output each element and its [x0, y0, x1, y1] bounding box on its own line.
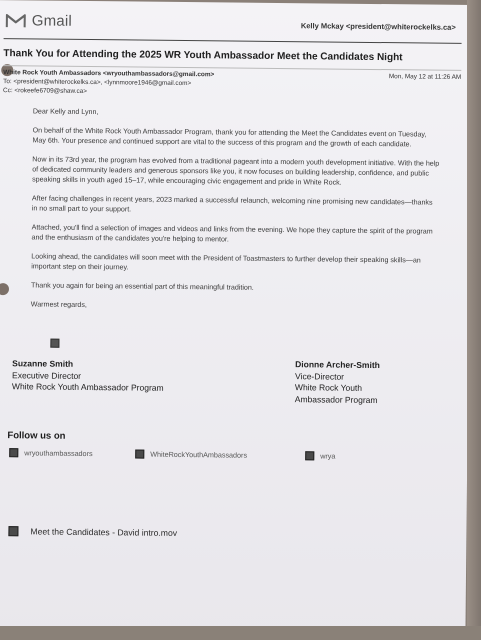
- account-label: Kelly Mckay <president@whiterockelks.ca>: [300, 21, 456, 32]
- email-body: [31, 106, 441, 322]
- body-paragraph: On behalf of the White Rock Youth Ambassador Program, thank you for attending the Meet the Candidates event on Tuesday, May 6th. Your presence and continued support are vital to the success of this program and the growth of each candidate.: [32, 126, 427, 149]
- background-surface: [0, 626, 481, 640]
- body-paragraph: Thank you again for being an essential part of this meaningful tradition.: [30, 281, 254, 292]
- social-link-label: wryouthambassadors: [24, 448, 93, 459]
- app-name: Gmail: [31, 12, 73, 30]
- signature-name: Suzanne Smith: [12, 358, 74, 369]
- social-link-label: WhiteRockYouthAmbassadors: [150, 449, 248, 460]
- social-link[interactable]: [305, 451, 335, 460]
- body-paragraph: Now in its 73rd year, the program has evolved from a traditional pageant into a modern youth development initiative. With the help of dedicated community leaders and generous sponsors like you, it now focuses on building leadership, confidence, and public speaking skills in youth aged 15–17, while encouraging civic engagement and pride in White Rock.: [32, 155, 440, 187]
- broken-image-icon: [50, 339, 59, 348]
- attachment-filename: Meet the Candidates - David intro.mov: [30, 526, 178, 538]
- signature-title: Executive Director: [12, 369, 82, 381]
- gmail-header: [6, 10, 466, 39]
- social-link[interactable]: [135, 450, 247, 460]
- follow-heading: Follow us on: [7, 430, 66, 442]
- closing: Warmest regards,: [30, 300, 87, 309]
- background-surface: [467, 0, 481, 640]
- attachment-item[interactable]: [8, 526, 177, 538]
- body-paragraph: After facing challenges in recent years, 2023 marked a successful relaunch, welcoming nine promising new candidates—thanks in no small part to your support.: [31, 194, 433, 214]
- signature-right: [295, 359, 380, 406]
- broken-image-icon: [8, 526, 18, 536]
- body-paragraph: Attached, you'll find a selection of images and videos and links from the evening. We hope they capture the spirit of the program and the enthusiasm of the candidates you're helping to mentor.: [31, 223, 433, 244]
- signature-org: White Rock Youth Ambassador Program: [11, 381, 164, 393]
- social-link[interactable]: [9, 448, 92, 458]
- broken-image-icon: [135, 450, 144, 459]
- broken-image-icon: [305, 451, 314, 460]
- recipients-to: To: <president@whiterockelks.ca>, <lynnmoore1946@gmail.com>: [3, 78, 192, 88]
- signature-title: Vice-Director: [295, 370, 345, 382]
- subject-bar: [3, 38, 461, 64]
- signature-org-line: Ambassador Program: [294, 393, 378, 405]
- signature-org-line: White Rock Youth: [294, 382, 363, 393]
- binder-hole: [0, 283, 9, 295]
- gmail-m-icon: [6, 13, 26, 28]
- gmail-logo: [6, 12, 72, 30]
- social-links: [9, 448, 449, 461]
- email-subject: Thank You for Attending the 2025 WR Youth Ambassador Meet the Candidates Night: [3, 48, 403, 64]
- email-meta: [3, 68, 461, 100]
- broken-image-icon: [9, 448, 18, 457]
- recipients-cc: Cc: <rokeefe6709@shaw.ca>: [3, 87, 88, 95]
- greeting: Dear Kelly and Lynn,: [32, 107, 99, 117]
- sender: White Rock Youth Ambassadors <wryouthambassadors@gmail.com>: [3, 69, 215, 79]
- body-paragraph: Looking ahead, the candidates will soon meet with the President of Toastmasters to further develop their speaking skills—an important step on their journey.: [31, 252, 421, 272]
- social-link-label: wrya: [320, 451, 336, 461]
- signature-name: Dionne Archer-Smith: [295, 359, 380, 371]
- email-date: Mon, May 12 at 11:26 AM: [388, 73, 462, 81]
- signature-left: [12, 358, 164, 394]
